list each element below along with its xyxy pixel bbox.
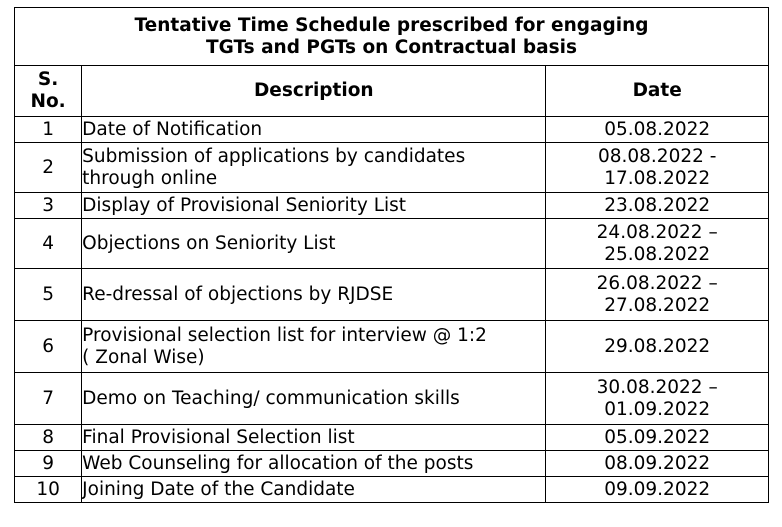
row-description-line: Date of Notification — [82, 118, 263, 140]
row-date — [546, 321, 769, 373]
row-date — [546, 193, 769, 219]
row-date-line: 17.08.2022 — [604, 167, 711, 189]
table-row — [15, 477, 769, 503]
header-row — [15, 66, 769, 117]
row-date-line: 08.08.2022 - — [597, 145, 717, 167]
row-date-line: 25.08.2022 — [604, 243, 711, 265]
row-sno: 6 — [15, 321, 82, 373]
row-sno: 9 — [15, 451, 82, 477]
row-description — [82, 321, 546, 373]
row-description-line: Re-dressal of objections by RJDSE — [82, 283, 394, 305]
title-line-2: TGTs and PGTs on Contractual basis — [205, 36, 578, 58]
title-row — [15, 8, 769, 66]
table-row — [15, 321, 769, 373]
table-title — [15, 8, 769, 66]
row-description-line: Web Counseling for allocation of the posts — [82, 452, 474, 474]
row-date-line: 23.08.2022 — [604, 194, 711, 216]
row-description — [82, 425, 546, 451]
row-date-line: 27.08.2022 — [604, 294, 711, 316]
row-description-line: Joining Date of the Candidate — [82, 478, 355, 500]
row-sno: 3 — [15, 193, 82, 219]
table-row — [15, 117, 769, 143]
row-description — [82, 451, 546, 477]
table-row — [15, 219, 769, 269]
row-description-line: Submission of applications by candidates — [82, 145, 466, 167]
row-description-line: Final Provisional Selection list — [82, 426, 355, 448]
row-date-line: 29.08.2022 — [604, 335, 711, 357]
row-sno: 2 — [15, 143, 82, 193]
row-date — [546, 269, 769, 321]
schedule-table — [14, 7, 769, 503]
row-description — [82, 193, 546, 219]
row-sno: 1 — [15, 117, 82, 143]
header-description: Description — [82, 66, 546, 117]
row-date-line: 05.08.2022 — [604, 118, 711, 140]
row-description — [82, 477, 546, 503]
header-date: Date — [546, 66, 769, 117]
row-date — [546, 451, 769, 477]
row-description-line: ( Zonal Wise) — [82, 346, 205, 368]
row-date-line: 30.08.2022 – — [596, 376, 718, 398]
row-date — [546, 425, 769, 451]
table-row — [15, 451, 769, 477]
table-row — [15, 269, 769, 321]
row-date — [546, 219, 769, 269]
row-date-line: 05.09.2022 — [604, 426, 711, 448]
row-description — [82, 117, 546, 143]
row-date — [546, 117, 769, 143]
row-sno: 10 — [15, 477, 82, 503]
header-sno — [15, 66, 82, 117]
row-description — [82, 219, 546, 269]
row-sno: 4 — [15, 219, 82, 269]
row-description-line: Demo on Teaching/ communication skills — [82, 387, 460, 409]
row-description — [82, 143, 546, 193]
header-sno-line-2: No. — [30, 91, 66, 112]
row-sno: 7 — [15, 373, 82, 425]
row-description — [82, 269, 546, 321]
row-date — [546, 477, 769, 503]
table-row — [15, 193, 769, 219]
row-sno: 5 — [15, 269, 82, 321]
row-description-line: Display of Provisional Seniority List — [82, 194, 407, 216]
row-date — [546, 143, 769, 193]
row-date-line: 24.08.2022 – — [596, 221, 718, 243]
row-description-line: Objections on Seniority List — [82, 232, 336, 254]
row-description — [82, 373, 546, 425]
row-date-line: 26.08.2022 – — [596, 272, 718, 294]
row-date-line: 01.09.2022 — [604, 398, 711, 420]
row-description-line: Provisional selection list for interview @ 1:2 — [82, 324, 487, 346]
row-description-line: through online — [82, 167, 218, 189]
header-sno-line-1: S. — [37, 69, 59, 90]
table-row — [15, 143, 769, 193]
row-date-line: 09.09.2022 — [604, 478, 711, 500]
row-date — [546, 373, 769, 425]
table-row — [15, 425, 769, 451]
table-row — [15, 373, 769, 425]
row-date-line: 08.09.2022 — [604, 452, 711, 474]
row-sno: 8 — [15, 425, 82, 451]
title-line-1: Tentative Time Schedule prescribed for engaging — [134, 14, 649, 36]
